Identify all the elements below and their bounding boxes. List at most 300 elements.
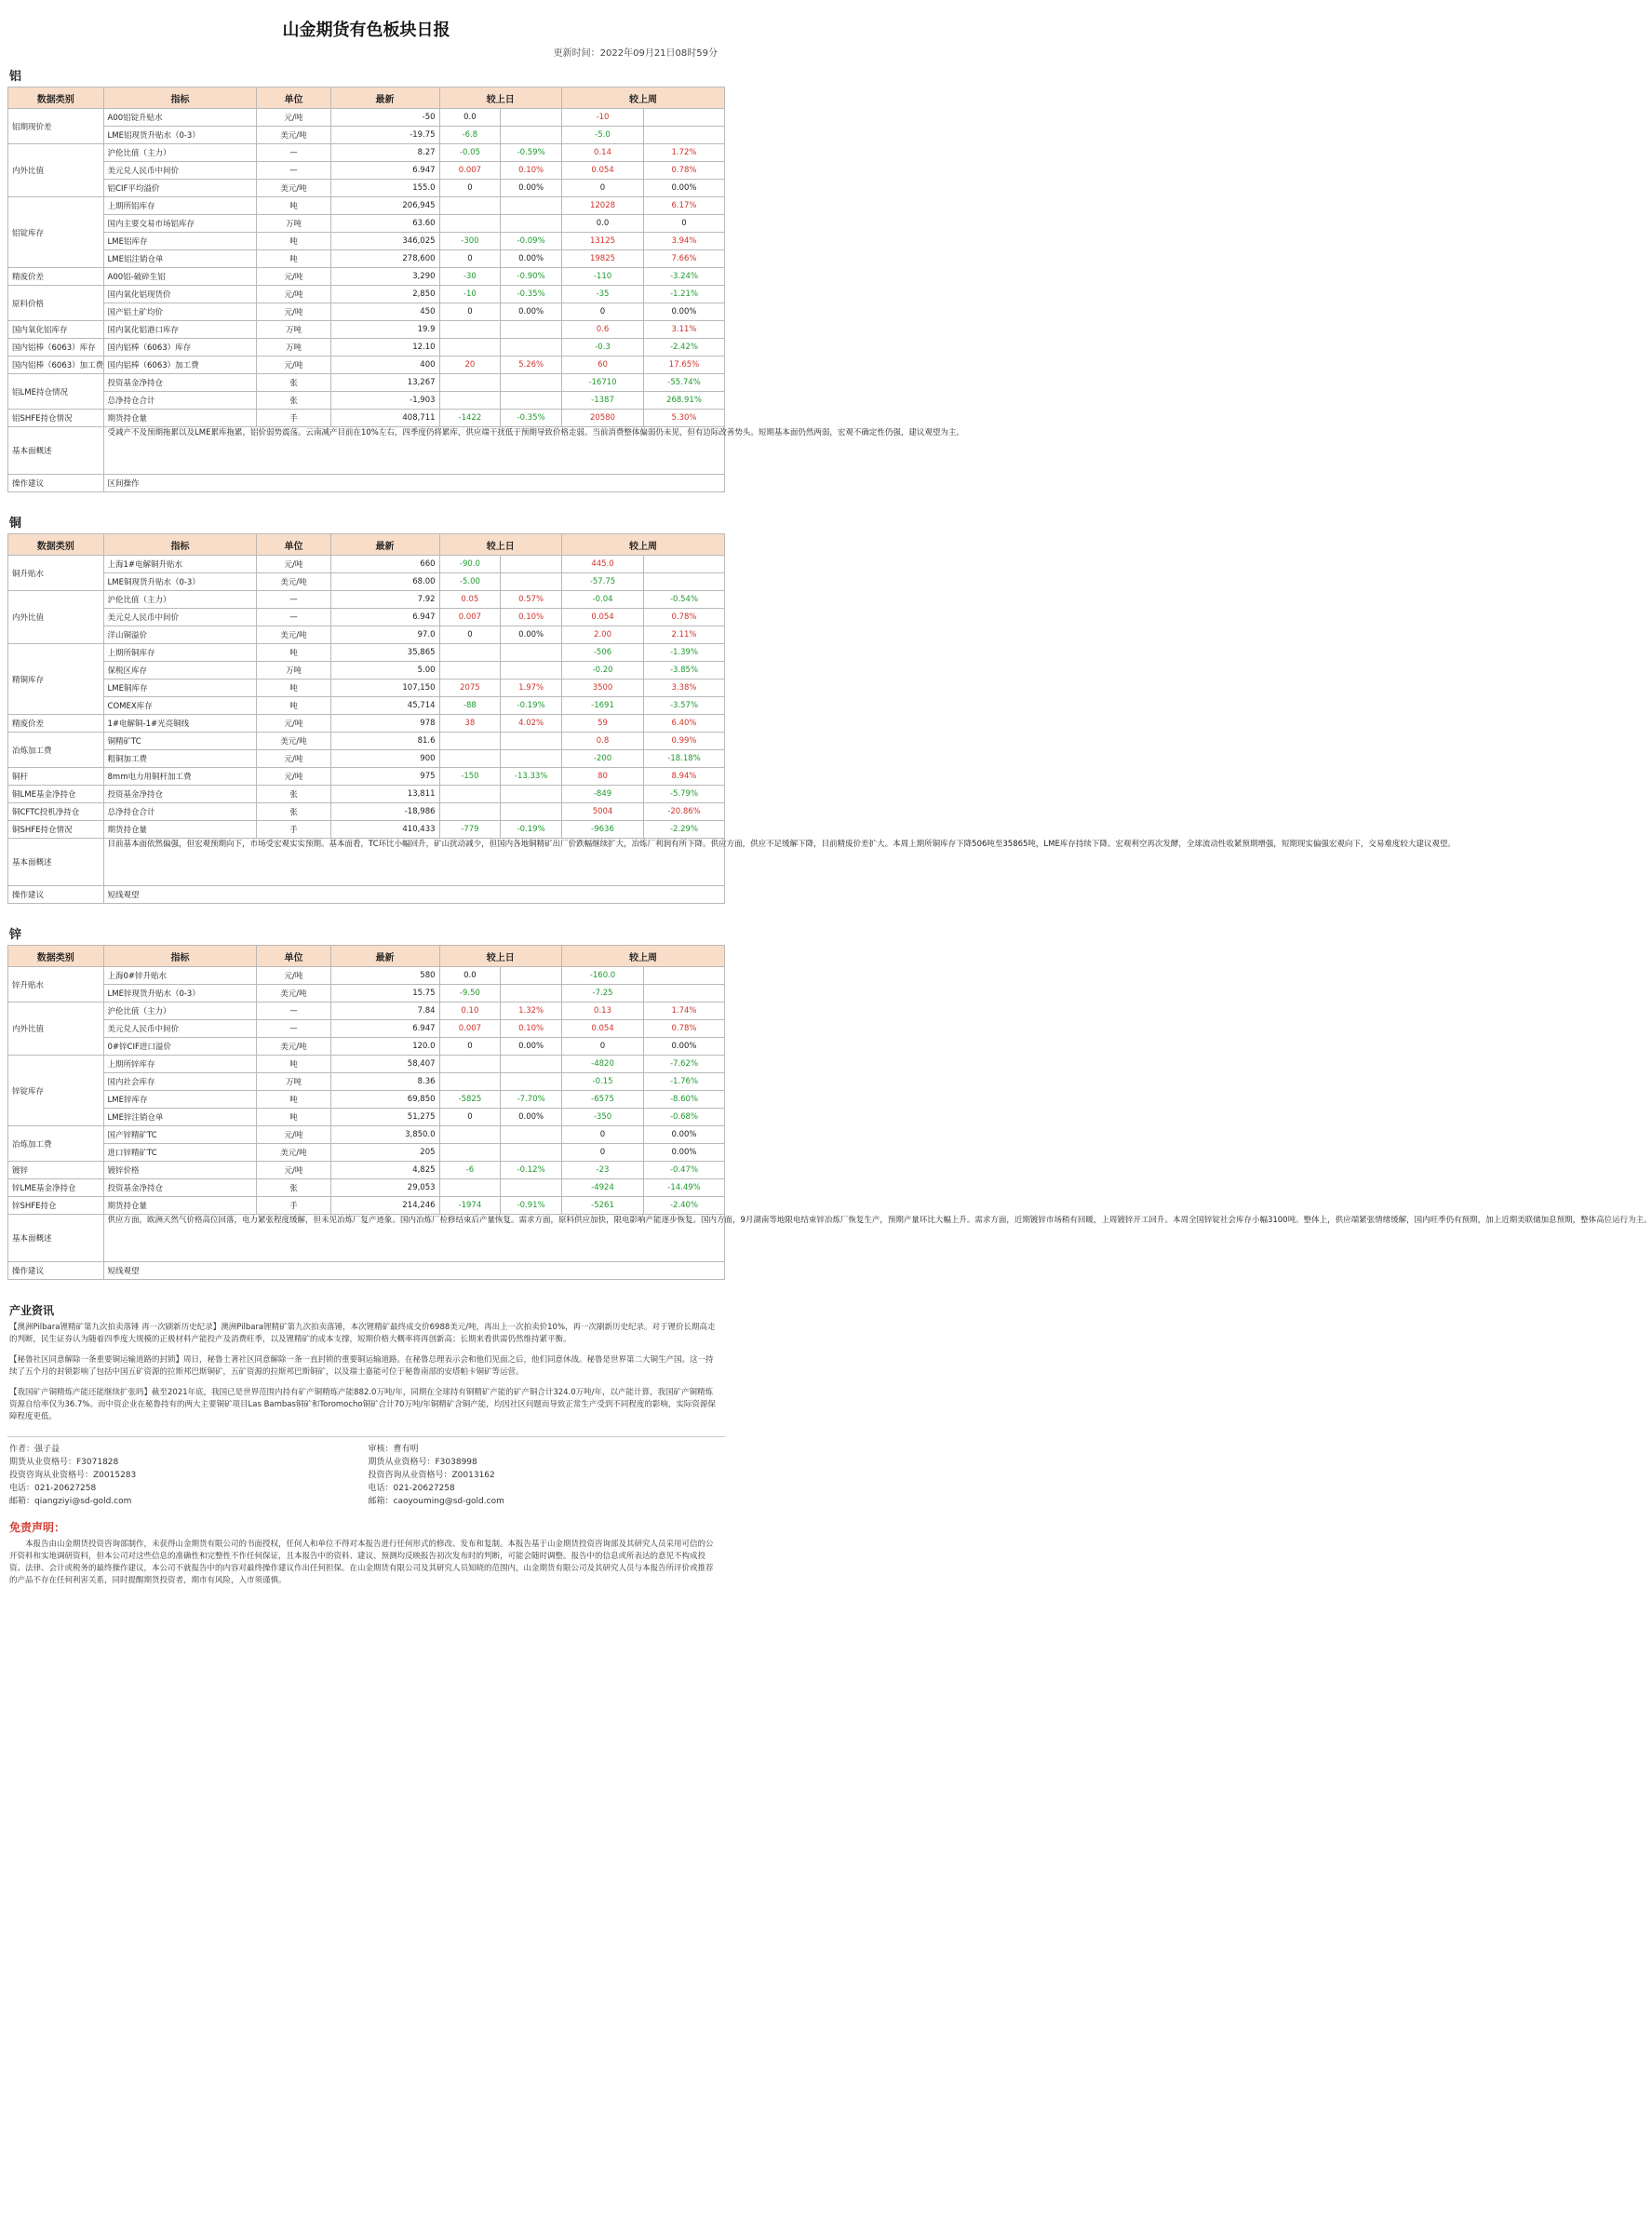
latest-value-cell: 205	[330, 1144, 439, 1162]
latest-value-cell: 7.92	[330, 591, 439, 609]
week-change-cell: 2.00	[562, 626, 644, 644]
section-gap	[7, 1280, 725, 1293]
week-change-cell: -9636	[562, 821, 644, 839]
unit-cell: 手	[257, 410, 330, 427]
table-row	[8, 392, 725, 410]
indicator-cell: 期货持仓量	[103, 821, 257, 839]
week-change-pct-cell: -3.24%	[644, 268, 725, 286]
table-row	[8, 1179, 725, 1197]
week-change-cell: 3500	[562, 680, 644, 697]
unit-cell: 万吨	[257, 662, 330, 680]
disclaimer-title: 免责声明：	[9, 1521, 66, 1534]
day-change-cell: 0.05	[439, 591, 501, 609]
week-change-cell: -7.25	[562, 985, 644, 1003]
table-row	[8, 339, 725, 357]
week-change-pct-cell: -0.68%	[644, 1109, 725, 1126]
latest-value-cell: 6.947	[330, 1020, 439, 1038]
day-change-cell: 0	[439, 1109, 501, 1126]
latest-value-cell: 155.0	[330, 180, 439, 197]
day-change-cell: 2075	[439, 680, 501, 697]
week-change-cell: 0.054	[562, 1020, 644, 1038]
latest-value-cell: 6.947	[330, 162, 439, 180]
advice-row	[8, 1262, 725, 1280]
news-item: 【我国矿产铜精炼产能还能继续扩张吗】截至2021年底，我国已是世界范围内持有矿产铜精炼产能882.0万吨/年，同期在全球持有铜精矿产能的矿产铜合计324.0万吨/年，以产能计算，我国矿产铜精炼资源自给率仅为36.7%。而中资企业在秘鲁持有的两大主要铜矿项目Las Bambas铜矿和Toromocho铜矿合计70万吨/年铜精矿含铜产能，均因社区问题而导致正常生产受到不同程度的影响，实际资源保障程度更低。	[9, 1388, 716, 1421]
day-change-pct-cell	[501, 644, 562, 662]
latest-value-cell: 410,433	[330, 821, 439, 839]
table-row	[8, 109, 725, 127]
week-change-pct-cell: -1.76%	[644, 1073, 725, 1091]
week-change-pct-cell: 1.72%	[644, 144, 725, 162]
table-row	[8, 1144, 725, 1162]
data-table	[7, 945, 1652, 1280]
table-row	[8, 967, 725, 985]
unit-cell: 美元/吨	[257, 1038, 330, 1056]
indicator-cell: 期货持仓量	[103, 1197, 257, 1215]
table-row	[8, 410, 725, 427]
week-change-pct-cell: 3.11%	[644, 321, 725, 339]
week-change-pct-cell: -18.18%	[644, 750, 725, 768]
day-change-pct-cell: 0.00%	[501, 626, 562, 644]
category-cell: 锌LME基金净持仓	[8, 1179, 104, 1197]
column-header: 单位	[257, 534, 330, 556]
column-header: 较上日	[439, 946, 561, 967]
advice-text: 短线观望	[103, 886, 724, 904]
contact-line: 期货从业资格号：F3038998	[368, 1458, 477, 1467]
indicator-cell: 国内氧化铝港口库存	[103, 321, 257, 339]
day-change-pct-cell	[501, 374, 562, 392]
day-change-pct-cell	[501, 339, 562, 357]
day-change-pct-cell	[501, 967, 562, 985]
table-row	[8, 162, 725, 180]
advice-text: 短线观望	[103, 1262, 724, 1280]
week-change-cell: 445.0	[562, 556, 644, 573]
week-change-cell: -1691	[562, 697, 644, 715]
unit-cell: 万吨	[257, 215, 330, 233]
week-change-pct-cell: 268.91%	[644, 392, 725, 410]
category-cell: 锌锭库存	[8, 1056, 104, 1126]
week-change-cell: -1387	[562, 392, 644, 410]
news-item: 【澳洲Pilbara锂精矿第九次拍卖落锤 再一次刷新历史纪录】澳洲Pilbara锂精矿第九次拍卖落锤，本次锂精矿最终成交价6988美元/吨，再出上一次拍卖价10%，再一次刷新历史纪录。对于锂价长期高走的判断，民生证券认为随着四季度大规模的正极材料产能投产及消费旺季，以及锂精矿的成本支撑，短期价格大概率将再创新高；长期来看供需仍然维持紧平衡。	[9, 1323, 716, 1344]
day-change-cell: 0.007	[439, 162, 501, 180]
table-row	[8, 1020, 725, 1038]
news-list	[7, 1322, 725, 1423]
column-header: 较上日	[439, 534, 561, 556]
column-header: 数据类别	[8, 534, 104, 556]
day-change-cell: -150	[439, 768, 501, 786]
day-change-pct-cell: -7.70%	[501, 1091, 562, 1109]
day-change-pct-cell: 4.02%	[501, 715, 562, 733]
latest-value-cell: 107,150	[330, 680, 439, 697]
indicator-cell: 投资基金净持仓	[103, 786, 257, 803]
week-change-pct-cell	[644, 127, 725, 144]
day-change-cell: 0.0	[439, 109, 501, 127]
day-change-cell	[439, 1126, 501, 1144]
day-change-pct-cell: -13.33%	[501, 768, 562, 786]
section-title: 锌	[9, 928, 22, 942]
news-item: 【秘鲁社区同意解除一条重要铜运输道路的封锁】周日，秘鲁土著社区同意解除一条一直封锁的重要铜运输道路。在秘鲁总理表示会和他们见面之后，他们同意休战。秘鲁是世界第二大铜生产国。这一持续了五个月的封锁影响了包括中国五矿资源的拉斯邦巴斯铜矿，五矿资源的拉斯邦巴斯铜矿，以及瑞士嘉能可位于秘鲁南部的安塔帕卡铜矿等运营。	[9, 1355, 714, 1377]
unit-cell: 张	[257, 803, 330, 821]
latest-value-cell: 68.00	[330, 573, 439, 591]
table-row	[8, 215, 725, 233]
week-change-cell: 12028	[562, 197, 644, 215]
unit-cell: 元/吨	[257, 768, 330, 786]
column-header: 指标	[103, 534, 257, 556]
latest-value-cell: 408,711	[330, 410, 439, 427]
latest-value-cell: 4,825	[330, 1162, 439, 1179]
section-gap	[7, 492, 725, 505]
day-change-cell: 0	[439, 250, 501, 268]
unit-cell: 吨	[257, 233, 330, 250]
category-cell: 铜LME基金净持仓	[8, 786, 104, 803]
week-change-cell: 80	[562, 768, 644, 786]
advice-label: 操作建议	[8, 475, 104, 492]
unit-cell: —	[257, 1003, 330, 1020]
week-change-pct-cell: -20.86%	[644, 803, 725, 821]
unit-cell: 元/吨	[257, 715, 330, 733]
indicator-cell: A00铝-破碎生铝	[103, 268, 257, 286]
disclaimer-text: 本报告由山金期货投资咨询部制作，未获得山金期货有限公司的书面授权，任何人和单位不得对本报告进行任何形式的修改、发布和复制。本报告基于山金期货投资咨询部及其研究人员采用可信的公开资料和实地调研资料，但本公司对这些信息的准确性和完整性不作任何保证，且本报告中的资料、建议、预测均反映报告初次发布时的判断，可能会随时调整。报告中的信息或所表达的意见不构成投资、法律、会计或税务的最终操作建议，本公司不就报告中的内容对最终操作建议作出任何担保。在山金期货有限公司及其研究人员知晓的范围内，山金期货有限公司及其研究人员与本报告所评价或推荐的产品不存在任何利害关系，同时提醒期货投资者，期市有风险，入市须谨慎。	[9, 1540, 714, 1585]
week-change-pct-cell: 2.11%	[644, 626, 725, 644]
latest-value-cell: 120.0	[330, 1038, 439, 1056]
day-change-pct-cell	[501, 215, 562, 233]
latest-value-cell: 81.6	[330, 733, 439, 750]
week-change-cell: 0	[562, 303, 644, 321]
week-change-pct-cell: 0.99%	[644, 733, 725, 750]
latest-value-cell: 51,275	[330, 1109, 439, 1126]
column-header: 最新	[330, 946, 439, 967]
indicator-cell: 沪伦比值（主力）	[103, 144, 257, 162]
table-row	[8, 715, 725, 733]
category-cell: 铝期现价差	[8, 109, 104, 144]
category-cell: 铝SHFE持仓情况	[8, 410, 104, 427]
overview-row	[8, 427, 725, 475]
table-row	[8, 786, 725, 803]
week-change-cell: 0.6	[562, 321, 644, 339]
week-change-cell: 0	[562, 1144, 644, 1162]
category-cell: 铜杆	[8, 768, 104, 786]
contact-line: 邮箱：caoyouming@sd-gold.com	[368, 1497, 504, 1506]
day-change-pct-cell: 0.10%	[501, 609, 562, 626]
unit-cell: 元/吨	[257, 357, 330, 374]
unit-cell: 美元/吨	[257, 127, 330, 144]
category-cell: 内外比值	[8, 1003, 104, 1056]
week-change-pct-cell: 0.00%	[644, 1144, 725, 1162]
week-change-pct-cell	[644, 109, 725, 127]
update-time: 更新时间：2022年09月21日08时59分	[553, 48, 718, 59]
section-gap	[7, 904, 725, 917]
week-change-pct-cell: 0.00%	[644, 303, 725, 321]
indicator-cell: 国内铝棒（6063）库存	[103, 339, 257, 357]
column-header: 指标	[103, 87, 257, 109]
latest-value-cell: 63.60	[330, 215, 439, 233]
table-row	[8, 250, 725, 268]
day-change-pct-cell: -0.90%	[501, 268, 562, 286]
day-change-cell: -30	[439, 268, 501, 286]
indicator-cell: 粗铜加工费	[103, 750, 257, 768]
table-row	[8, 985, 725, 1003]
table-row	[8, 374, 725, 392]
week-change-cell: -35	[562, 286, 644, 303]
indicator-cell: LME铝现货升贴水（0-3）	[103, 127, 257, 144]
table-row	[8, 144, 725, 162]
latest-value-cell: 580	[330, 967, 439, 985]
day-change-pct-cell	[501, 573, 562, 591]
week-change-cell: 0	[562, 1038, 644, 1056]
latest-value-cell: 5.00	[330, 662, 439, 680]
table-row	[8, 321, 725, 339]
unit-cell: 万吨	[257, 339, 330, 357]
indicator-cell: 洋山铜溢价	[103, 626, 257, 644]
unit-cell: —	[257, 609, 330, 626]
week-change-pct-cell: 0.00%	[644, 180, 725, 197]
latest-value-cell: 6.947	[330, 609, 439, 626]
latest-value-cell: 45,714	[330, 697, 439, 715]
advice-row	[8, 475, 725, 492]
category-cell: 锌SHFE持仓	[8, 1197, 104, 1215]
latest-value-cell: 35,865	[330, 644, 439, 662]
table-row	[8, 644, 725, 662]
week-change-cell: -6575	[562, 1091, 644, 1109]
week-change-pct-cell: -2.29%	[644, 821, 725, 839]
latest-value-cell: 214,246	[330, 1197, 439, 1215]
week-change-pct-cell: -14.49%	[644, 1179, 725, 1197]
indicator-cell: 1#电解铜-1#光亮铜线	[103, 715, 257, 733]
day-change-pct-cell	[501, 1144, 562, 1162]
week-change-pct-cell: 0.78%	[644, 1020, 725, 1038]
indicator-cell: 美元兑人民币中间价	[103, 609, 257, 626]
week-change-pct-cell: 0.00%	[644, 1126, 725, 1144]
day-change-cell	[439, 733, 501, 750]
indicator-cell: 镀锌价格	[103, 1162, 257, 1179]
overview-text: 受减产不及预期拖累以及LME累库拖累，铝价弱势震荡。云南减产目前在10%左右，四季度仍将累库，供应端干扰低于预期导致价格走弱。当前消费整体偏弱仍未见，但有边际改善势头。短期基本面仍然两弱，宏观不确定性仍强，建议观望为主。	[103, 427, 724, 475]
column-header: 较上周	[562, 534, 725, 556]
unit-cell: 张	[257, 392, 330, 410]
day-change-pct-cell	[501, 803, 562, 821]
day-change-cell	[439, 321, 501, 339]
day-change-cell: 0.007	[439, 609, 501, 626]
week-change-pct-cell: -7.62%	[644, 1056, 725, 1073]
day-change-pct-cell	[501, 733, 562, 750]
latest-value-cell: 29,053	[330, 1179, 439, 1197]
week-change-pct-cell: 5.30%	[644, 410, 725, 427]
table-row	[8, 733, 725, 750]
indicator-cell: LME铜库存	[103, 680, 257, 697]
day-change-cell	[439, 1056, 501, 1073]
week-change-pct-cell: -2.42%	[644, 339, 725, 357]
category-cell: 国内氧化铝库存	[8, 321, 104, 339]
day-change-pct-cell	[501, 750, 562, 768]
unit-cell: —	[257, 162, 330, 180]
day-change-cell: 0	[439, 626, 501, 644]
week-change-cell: 0.0	[562, 215, 644, 233]
day-change-cell: -0.05	[439, 144, 501, 162]
day-change-pct-cell	[501, 786, 562, 803]
overview-text: 目前基本面依然偏强，但宏观预期向下，市场受宏观实实预期。基本面看，TC环比小幅回升，矿山扰动减少，但国内各地铜精矿出厂价跌幅继续扩大，冶炼厂利润有所下降。供应方面，供应不足缓解下降，目前精废价差扩大。本周上期所铜库存下降506吨至35865吨，LME库存持续下降。宏观利空再次发酵，全球流动性收紧预期增强，短期现实偏强宏观向下，交易难度较大建议观望。	[103, 839, 724, 886]
unit-cell: 美元/吨	[257, 626, 330, 644]
day-change-pct-cell	[501, 662, 562, 680]
contact-line: 期货从业资格号：F3071828	[9, 1458, 119, 1467]
day-change-cell	[439, 1179, 501, 1197]
day-change-cell: 0.10	[439, 1003, 501, 1020]
category-cell: 原料价格	[8, 286, 104, 321]
day-change-pct-cell: 5.26%	[501, 357, 562, 374]
day-change-pct-cell	[501, 1126, 562, 1144]
week-change-pct-cell: -55.74%	[644, 374, 725, 392]
week-change-pct-cell: 7.66%	[644, 250, 725, 268]
category-cell: 内外比值	[8, 144, 104, 197]
overview-label: 基本面概述	[8, 1215, 104, 1262]
week-change-cell: 20580	[562, 410, 644, 427]
table-header-row	[8, 87, 725, 109]
day-change-cell	[439, 374, 501, 392]
unit-cell: —	[257, 1020, 330, 1038]
indicator-cell: COMEX库存	[103, 697, 257, 715]
week-change-pct-cell	[644, 985, 725, 1003]
day-change-cell	[439, 644, 501, 662]
week-change-cell: -23	[562, 1162, 644, 1179]
unit-cell: 手	[257, 1197, 330, 1215]
unit-cell: 吨	[257, 1091, 330, 1109]
contact-line: 作者：强子益	[9, 1445, 60, 1454]
contact-line: 投资咨询从业资格号：Z0015283	[9, 1471, 137, 1480]
week-change-pct-cell: -2.40%	[644, 1197, 725, 1215]
category-cell: 内外比值	[8, 591, 104, 644]
latest-value-cell: 7.84	[330, 1003, 439, 1020]
table-row	[8, 803, 725, 821]
indicator-cell: 0#锌CIF进口溢价	[103, 1038, 257, 1056]
day-change-cell	[439, 750, 501, 768]
day-change-cell: -6.8	[439, 127, 501, 144]
indicator-cell: 铝CIF平均溢价	[103, 180, 257, 197]
indicator-cell: 投资基金净持仓	[103, 374, 257, 392]
unit-cell: —	[257, 591, 330, 609]
indicator-cell: 上海1#电解铜升贴水	[103, 556, 257, 573]
indicator-cell: 国产铝土矿均价	[103, 303, 257, 321]
indicator-cell: LME锌现货升贴水（0-3）	[103, 985, 257, 1003]
day-change-pct-cell: 0.00%	[501, 303, 562, 321]
unit-cell: 万吨	[257, 1073, 330, 1091]
advice-text: 区间操作	[103, 475, 724, 492]
unit-cell: 元/吨	[257, 1126, 330, 1144]
week-change-pct-cell: 6.17%	[644, 197, 725, 215]
week-change-cell: 0	[562, 1126, 644, 1144]
unit-cell: 张	[257, 786, 330, 803]
day-change-cell	[439, 392, 501, 410]
latest-value-cell: 58,407	[330, 1056, 439, 1073]
week-change-cell: -350	[562, 1109, 644, 1126]
indicator-cell: 沪伦比值（主力）	[103, 591, 257, 609]
day-change-cell: -5825	[439, 1091, 501, 1109]
unit-cell: 张	[257, 1179, 330, 1197]
latest-value-cell: 450	[330, 303, 439, 321]
week-change-cell: -0.15	[562, 1073, 644, 1091]
indicator-cell: 铜精矿TC	[103, 733, 257, 750]
week-change-pct-cell	[644, 556, 725, 573]
overview-row	[8, 1215, 725, 1262]
day-change-pct-cell: -0.12%	[501, 1162, 562, 1179]
week-change-cell: -0.04	[562, 591, 644, 609]
unit-cell: 吨	[257, 250, 330, 268]
latest-value-cell: 2,850	[330, 286, 439, 303]
day-change-pct-cell	[501, 1179, 562, 1197]
table-row	[8, 1003, 725, 1020]
table-row	[8, 556, 725, 573]
unit-cell: 美元/吨	[257, 985, 330, 1003]
day-change-pct-cell: 0.57%	[501, 591, 562, 609]
column-header: 指标	[103, 946, 257, 967]
unit-cell: 吨	[257, 680, 330, 697]
indicator-cell: 上期所铜库存	[103, 644, 257, 662]
unit-cell: 元/吨	[257, 286, 330, 303]
category-cell: 精废价差	[8, 715, 104, 733]
week-change-pct-cell: 0.00%	[644, 1038, 725, 1056]
unit-cell: 美元/吨	[257, 733, 330, 750]
week-change-cell: -0.20	[562, 662, 644, 680]
table-row	[8, 1109, 725, 1126]
table-row	[8, 626, 725, 644]
latest-value-cell: 69,850	[330, 1091, 439, 1109]
day-change-pct-cell	[501, 321, 562, 339]
section-title: 铜	[9, 517, 22, 531]
table-row	[8, 1197, 725, 1215]
week-change-cell: -110	[562, 268, 644, 286]
day-change-cell	[439, 803, 501, 821]
latest-value-cell: 15.75	[330, 985, 439, 1003]
day-change-cell	[439, 215, 501, 233]
data-table	[7, 533, 1456, 904]
week-change-cell: 59	[562, 715, 644, 733]
day-change-pct-cell: -0.35%	[501, 410, 562, 427]
indicator-cell: 总净持仓合计	[103, 803, 257, 821]
week-change-pct-cell: -8.60%	[644, 1091, 725, 1109]
week-change-pct-cell: 3.38%	[644, 680, 725, 697]
latest-value-cell: 12.10	[330, 339, 439, 357]
latest-value-cell: 13,811	[330, 786, 439, 803]
week-change-pct-cell: -1.39%	[644, 644, 725, 662]
unit-cell: 元/吨	[257, 967, 330, 985]
week-change-cell: -0.3	[562, 339, 644, 357]
week-change-pct-cell: -1.21%	[644, 286, 725, 303]
day-change-pct-cell	[501, 197, 562, 215]
day-change-pct-cell: -0.09%	[501, 233, 562, 250]
day-change-pct-cell: 0.10%	[501, 1020, 562, 1038]
latest-value-cell: 8.27	[330, 144, 439, 162]
day-change-cell: -6	[439, 1162, 501, 1179]
day-change-cell	[439, 1073, 501, 1091]
day-change-cell: 38	[439, 715, 501, 733]
table-row	[8, 286, 725, 303]
indicator-cell: 期货持仓量	[103, 410, 257, 427]
column-header: 最新	[330, 87, 439, 109]
day-change-pct-cell	[501, 392, 562, 410]
day-change-cell: 0	[439, 180, 501, 197]
column-header: 最新	[330, 534, 439, 556]
day-change-cell: -779	[439, 821, 501, 839]
unit-cell: 吨	[257, 197, 330, 215]
table-row	[8, 609, 725, 626]
latest-value-cell: 97.0	[330, 626, 439, 644]
table-row	[8, 1126, 725, 1144]
latest-value-cell: 400	[330, 357, 439, 374]
advice-label: 操作建议	[8, 1262, 104, 1280]
column-header: 较上周	[562, 946, 725, 967]
latest-value-cell: 19.9	[330, 321, 439, 339]
sections-container	[7, 66, 1652, 1293]
day-change-cell	[439, 339, 501, 357]
latest-value-cell: 660	[330, 556, 439, 573]
contacts	[7, 1436, 725, 1508]
latest-value-cell: -18,986	[330, 803, 439, 821]
